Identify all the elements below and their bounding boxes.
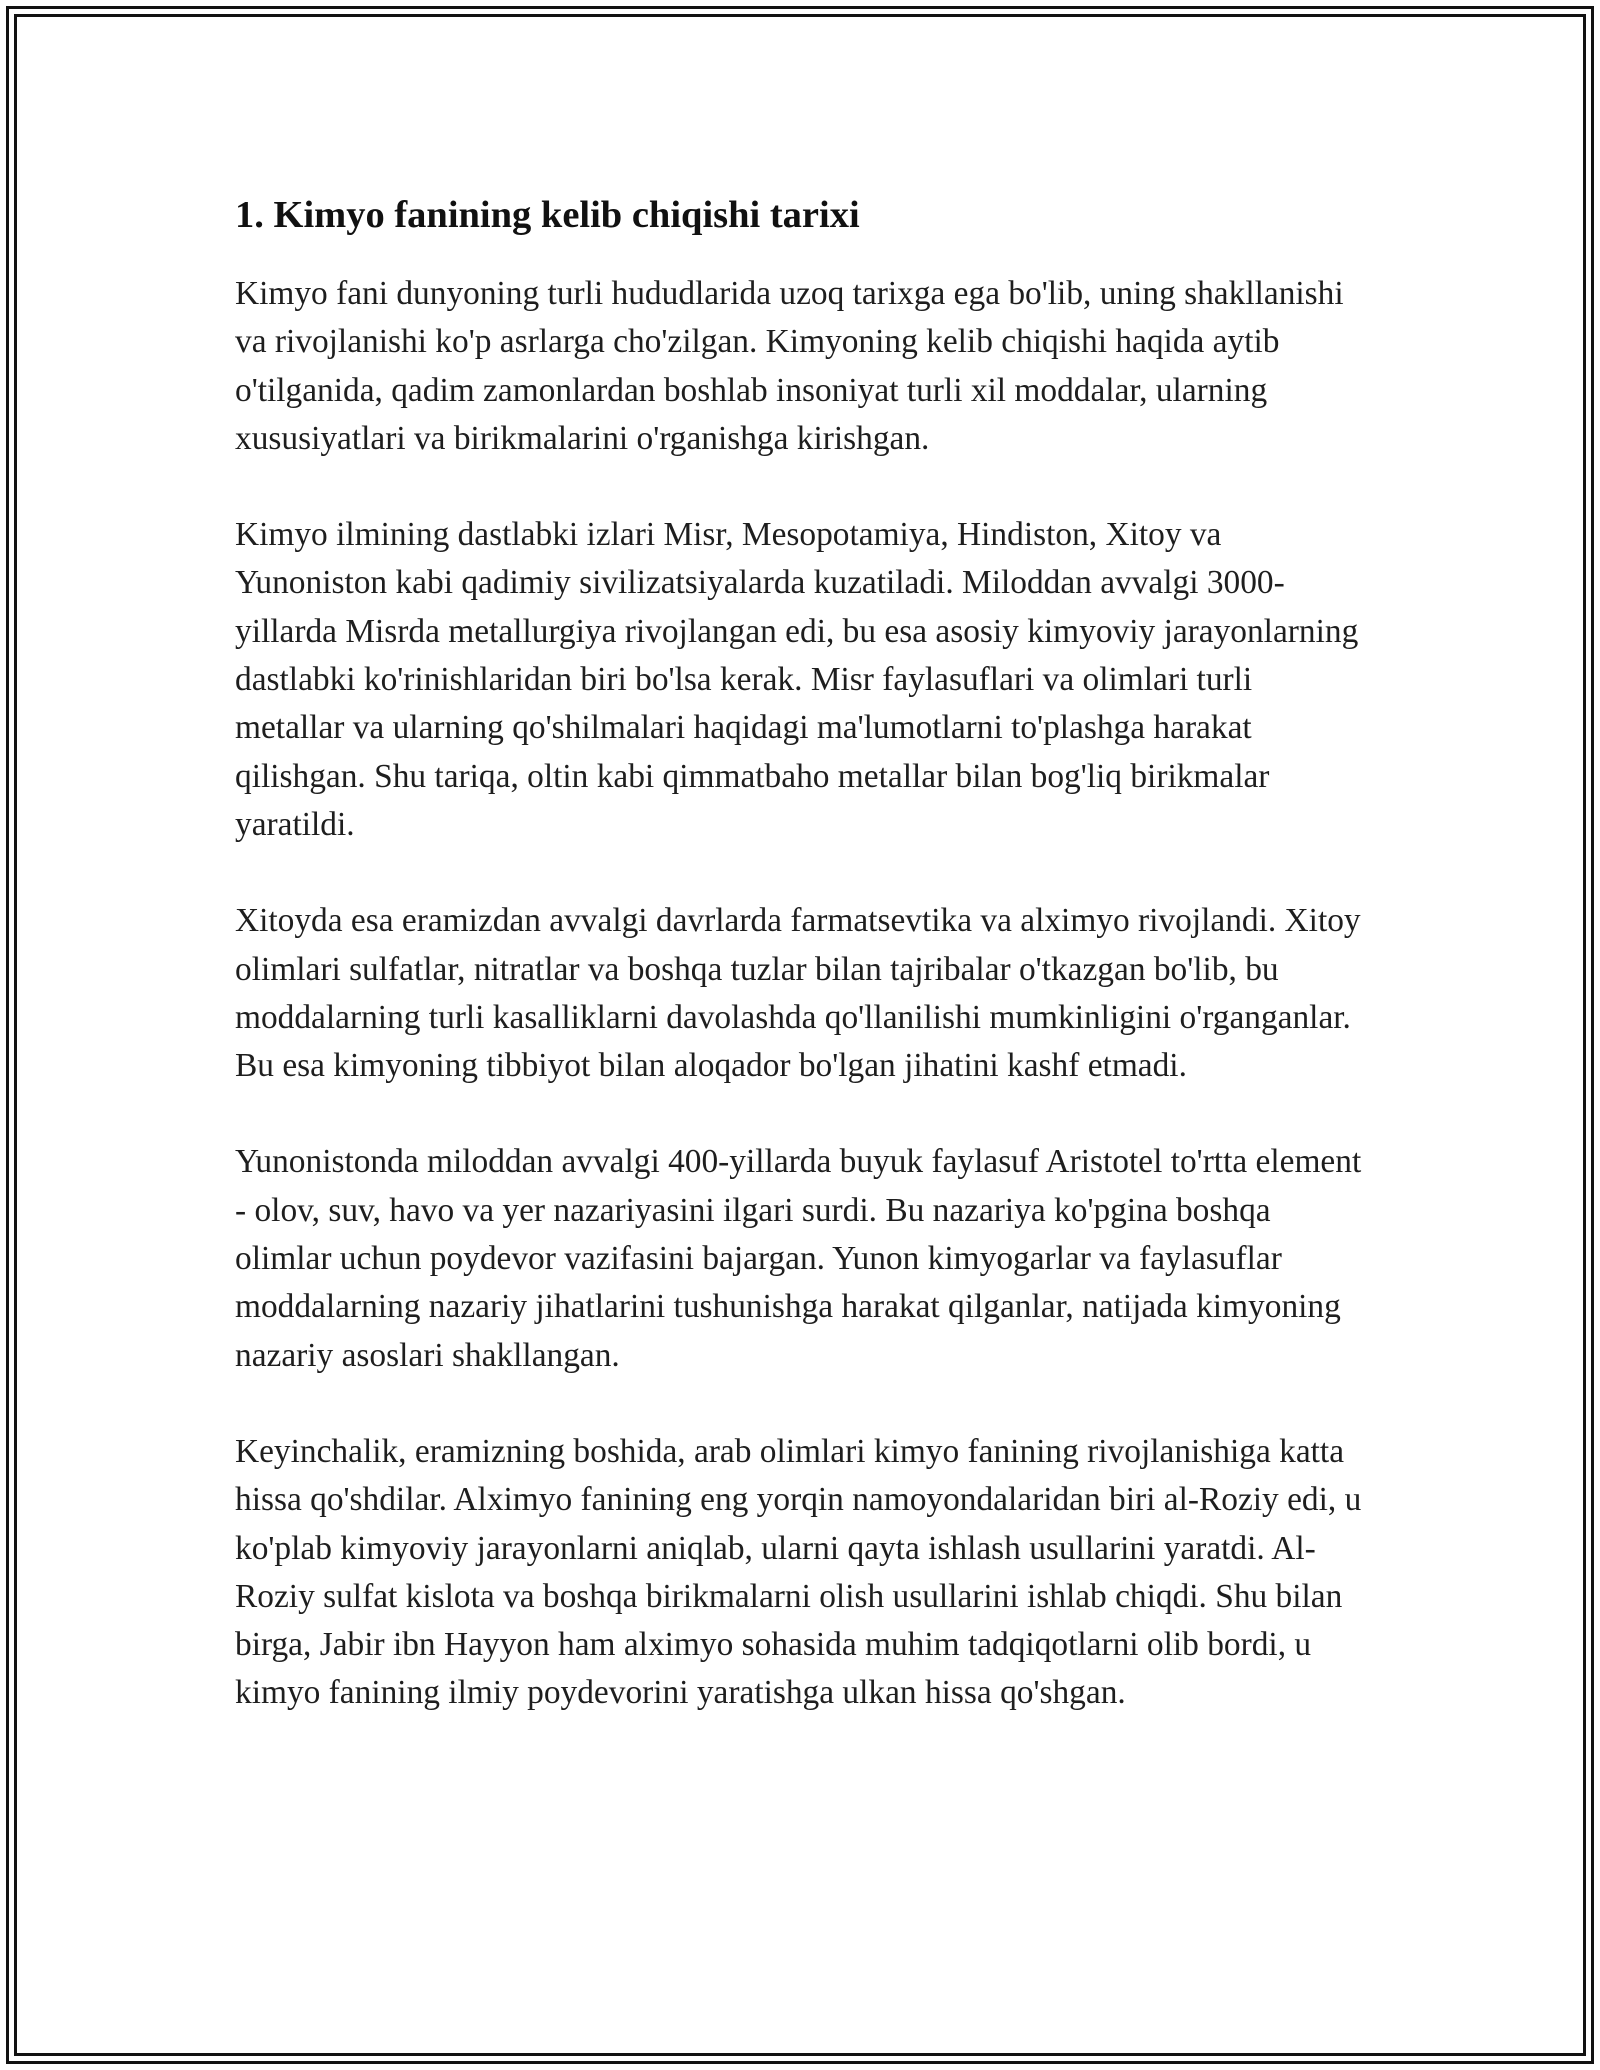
paragraph-1: Kimyo fani dunyoning turli hududlarida uzoq tarixga ega bo'lib, uning shakllanishi va rivojlanishi ko'p asrlarga cho'zilgan. Kimyoning kelib chiqishi haqida aytib o'tilganida, qadim zamonlardan boshlab insoniyat turli xil moddalar, ularning xususiyatlari va birikmalarini o'rganishga kirishgan. [235,275,1344,457]
paragraph-5: Keyinchalik, eramizning boshida, arab olimlari kimyo fanining rivojlanishiga katta hissa qo'shdilar. Alximyo fanining eng yorqin namoyondalaridan biri al-Roziy edi, u ko'plab kimyoviy jarayonlarni aniqlab, ularni qayta ishlash usullarini yaratdi. Al-Roziy sulfat kislota va boshqa birikmalarni olish usullarini ishlab chiqdi. Shu bilan birga, Jabir ibn Hayyon ham alximyo sohasida muhim tadqiqotlarni olib bordi, u kimyo fanining ilmiy poydevorini yaratishga ulkan hissa qo'shgan. [235,1432,1362,1712]
section-heading: 1. Kimyo fanining kelib chiqishi tarixi [235,194,860,236]
paragraph-4: Yunonistonda miloddan avvalgi 400-yillarda buyuk faylasuf Aristotel to'rtta element - olov, suv, havo va yer nazariyasini ilgari surdi. Bu nazariya ko'pgina boshqa olimlar uchun poydevor vazifasini bajargan. Yunon kimyogarlar va faylasuflar moddalarning nazariy jihatlarini tushunishga harakat qilganlar, natijada kimyoning nazariy asoslari shakllangan. [235,1143,1362,1374]
paragraph-3: Xitoyda esa eramizdan avvalgi davrlarda farmatsevtika va alximyo rivojlandi. Xitoy olimlari sulfatlar, nitratlar va boshqa tuzlar bilan tajribalar o'tkazgan bo'lib, bu moddalarning turli kasalliklarni davolashda qo'llanilishi mumkinligini o'rganganlar. Bu esa kimyoning tibbiyot bilan aloqador bo'lgan jihatini kashf etmadi. [235,902,1361,1085]
paragraph-2: Kimyo ilmining dastlabki izlari Misr, Mesopotamiya, Hindiston, Xitoy va Yunoniston kabi qadimiy sivilizatsiyalarda kuzatiladi. Miloddan avvalgi 3000-yillarda Misrda metallurgiya rivojlangan edi, bu esa asosiy kimyoviy jarayonlarning dastlabki ko'rinishlaridan biri bo'lsa kerak. Misr faylasuflari va olimlari turli metallar va ularning qo'shilmalari haqidagi ma'lumotlarni to'plashga harakat qilishgan. Shu tariqa, oltin kabi qimmatbaho metallar bilan bog'liq birikmalar yaratildi. [235,516,1359,843]
document-body [235,186,1365,1766]
